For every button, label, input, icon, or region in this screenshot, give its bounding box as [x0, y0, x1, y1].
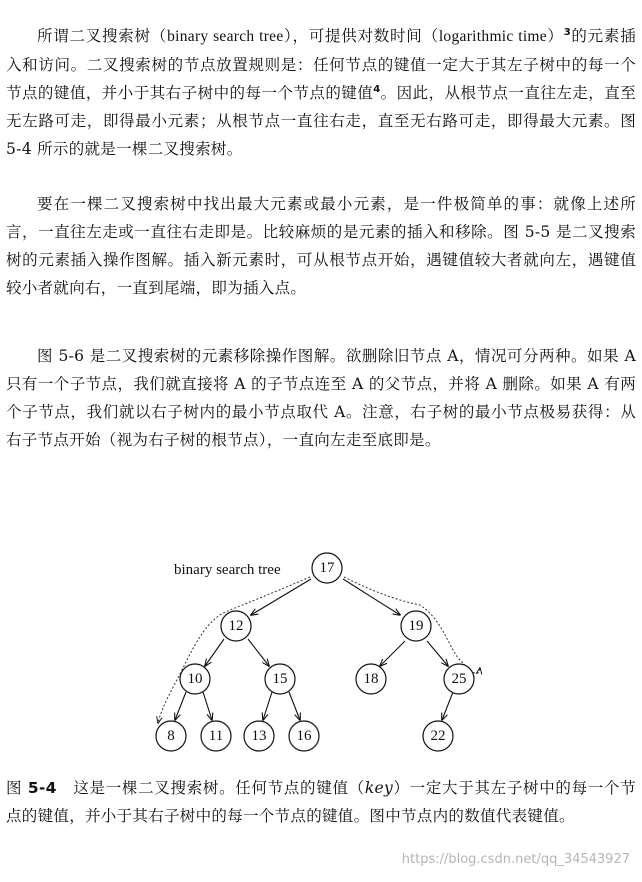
watermark-url: https://blog.csdn.net/qq_34543927	[401, 852, 630, 867]
caption-text: 这是一棵二叉搜索树。任何节点的键值（	[56, 779, 365, 797]
text-segment: 的元素插入和访问。二叉搜索树的节点放置规则是：任何节点的键值一定大于其左子树中的每一个节点的键值，并小于其右子树中的每一个节点的键值	[6, 27, 636, 102]
figure-label: binary search tree	[174, 562, 281, 578]
node-13	[244, 721, 274, 751]
caption-figure-number: 5-4	[27, 779, 57, 797]
node-8	[156, 721, 186, 751]
text-segment: 。因此，从根节点一直往左走，直至无左路可走，即得最小元素；从根节点一直往右走，直至无右路可走，即得最大元素。图 5-4 所示的就是一棵二叉搜索树。	[6, 84, 636, 158]
text-segment: ），可提供对数时间（	[283, 27, 439, 45]
term-logarithmic-time: logarithmic time	[438, 28, 547, 45]
figure-caption	[6, 774, 636, 830]
node-value: 22	[430, 728, 446, 744]
caption-text: ）一定大于其左子树中的每一个节点的键值，并小于其右子树中的每一个节点的键值。图中节点内的数值代表键值。	[6, 779, 637, 825]
node-11	[201, 721, 231, 751]
paragraph-intro: 所谓二叉搜索树（binary search tree），可提供对数时间（logarithmic time）$^3$的元素插入和访问。二叉搜索树的节点放置规则是：任何节点的键值一定大于其左子树中的每一个节点的键值，并小于其右子树中的每一个节点的键值$^4$。因此，从根节点一直往左走，直至无左路可走，即得最小元素；从根节点一直往右走，直至无右路可走，即得最大元素。图 5-4 所示的就是一棵二叉搜索树。	[6, 26, 636, 158]
edge-25-22	[442, 692, 453, 720]
caption-key-term: key	[364, 779, 394, 797]
node-18	[356, 664, 386, 694]
node-16	[289, 721, 319, 751]
edge-12-10	[205, 639, 224, 666]
node-value: 17	[319, 560, 335, 576]
paragraph-insert-remove: 要在一棵二叉搜索树中找出最大元素或最小元素，是一件极简单的事：就像上述所言，一直往左走或一直往右走即是。比较麻烦的是元素的插入和移除。图 5-5 是二叉搜索树的元素插入操作图解。插入新元素时，可从根节点开始，遇键值较大者就向左，遇键值较小者就向右，一直到尾端，即为插入点。	[6, 195, 636, 297]
caption-prefix: 图	[6, 779, 28, 797]
node-value: 12	[228, 618, 244, 634]
node-value: 18	[363, 671, 379, 687]
node-15	[265, 664, 295, 694]
node-10	[180, 664, 210, 694]
node-19	[401, 611, 431, 641]
node-value: 16	[296, 728, 312, 744]
node-value: 13	[251, 728, 267, 744]
term-binary-search-tree: binary search tree	[167, 28, 284, 45]
edge-17-12	[251, 579, 311, 615]
node-25	[444, 664, 474, 694]
node-value: 11	[208, 728, 224, 744]
edge-19-18	[380, 641, 405, 666]
node-12	[221, 611, 251, 641]
text-segment: 所谓二叉搜索树（	[37, 27, 168, 45]
edge-17-19	[343, 579, 400, 615]
node-17	[312, 553, 342, 583]
edge-12-15	[248, 639, 269, 666]
edge-15-16	[289, 692, 300, 720]
edge-10-8	[175, 692, 186, 720]
edge-19-25	[427, 641, 448, 666]
node-22	[423, 721, 453, 751]
tree-figure	[0, 540, 642, 770]
node-value: 15	[272, 671, 288, 687]
node-value: 19	[408, 618, 424, 634]
node-value: 8	[167, 728, 175, 744]
paragraph-removal: 图 5-6 是二叉搜索树的元素移除操作图解。欲删除旧节点 A，情况可分两种。如果 A 只有一个子节点，我们就直接将 A 的子节点连至 A 的父节点，并将 A 删除。如果 A 有两个子节点，我们就以右子树内的最小节点取代 A。注意，右子树的最小节点极易获得：从右子节点开始（视为右子树的根节点），一直向左走至底即是。	[6, 347, 636, 449]
min-path-dotted	[158, 577, 310, 723]
edge-15-13	[263, 692, 272, 720]
footnote-marker: 3	[563, 26, 571, 38]
footnote-marker: 4	[373, 83, 381, 95]
edge-10-11	[203, 692, 212, 720]
node-value: 25	[451, 671, 467, 687]
node-value: 10	[187, 671, 203, 687]
